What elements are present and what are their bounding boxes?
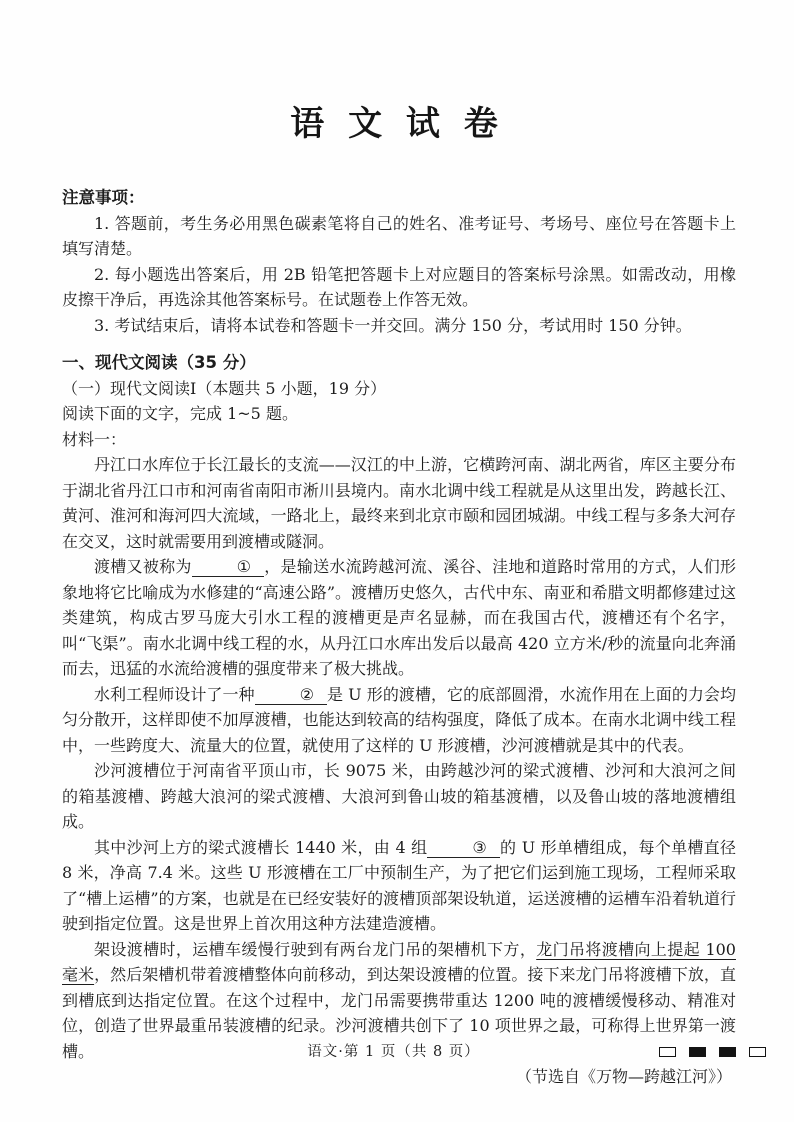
text-segment: 架设渡槽时，运槽车缓慢行驶到有两台龙门吊的架槽机下方， (94, 939, 537, 959)
notice-items (62, 211, 736, 339)
notice-item: 2. 每小题选出答案后，用 2B 铅笔把答题卡上对应题目的答案标号涂黑。如需改动，用橡皮擦干净后，再选涂其他答案标号。在试题卷上作答无效。 (62, 264, 736, 309)
material-paragraph (62, 758, 736, 835)
text-segment: 水利工程师设计了一种 (94, 684, 255, 704)
material-label: 材料一： (62, 429, 127, 449)
blank-field: ② (255, 685, 327, 705)
material-paragraph (62, 835, 736, 937)
blank-field: ① (192, 557, 264, 577)
registration-mark-filled (689, 1047, 706, 1057)
paper-content (0, 145, 794, 1090)
text-segment: 沙河渡槽位于河南省平顶山市，长 9075 米，由跨越沙河的梁式渡槽、沙河和大浪河之间的箱基渡槽、跨越大浪河的梁式渡槽、大浪河到鲁山坡的箱基渡槽，以及鲁山坡的落地渡槽组成。 (62, 761, 736, 831)
paper-title: 语 文 试 卷 (290, 104, 504, 144)
material-paragraph (62, 452, 736, 554)
text-segment: 是 U 形的渡槽，它的底部圆滑，水流作用在上面的力会均匀分散开，这样即使不加厚渡槽，也能达到较高的结构强度，降低了成本。在南水北调中线工程中，一些跨度大、流量大的位置，就使用了这样的 U 形渡槽，沙河渡槽就是其中的代表。 (62, 684, 736, 755)
page-number: 语文·第 1 页（共 8 页） (307, 1044, 480, 1060)
notice-section (62, 185, 736, 338)
notice-heading: 注意事项： (62, 188, 145, 207)
blank-field: ③ (427, 838, 499, 858)
notice-item: 3. 考试结束后，请将本试卷和答题卡一并交回。满分 150 分，考试用时 150 分钟。 (94, 315, 692, 335)
text-segment: 其中沙河上方的梁式渡槽长 1440 米，由 4 组 (94, 837, 428, 857)
page-footer (0, 1040, 794, 1080)
material-paragraph (62, 682, 736, 759)
registration-mark-filled (719, 1047, 736, 1057)
notice-item: 1. 答题前，考生务必用黑色碳素笔将自己的姓名、准考证号、考场号、座位号在答题卡上填写清楚。 (62, 213, 736, 258)
material-paragraph (62, 554, 736, 682)
text-segment: ，是输送水流跨越河流、溪谷、洼地和道路时常用的方式，人们形象地将它比喻成为水修建的“高速公路”。渡槽历史悠久，古代中东、南亚和希腊文明都修建过这类建筑，构成古罗马庞大引水工程的渡槽更是声名显赫，而在我国古代，渡槽还有个名字，叫“飞渠”。南水北调中线工程的水，从丹江口水库出发后以最高 420 立方米/秒的流量向北奔涌而去，迅猛的水流给渡槽的强度带来了极大挑战。 (62, 557, 736, 678)
section-heading: 一、现代文阅读（35 分） (62, 353, 256, 372)
registration-mark-outline (659, 1047, 676, 1057)
text-segment: 的 U 形单槽组成，每个单槽直径 8 米，净高 7.4 米。这些 U 形渡槽在工厂中预制生产，为了把它们运到施工现场，工程师采取了“槽上运槽”的方案，也就是在已经安装好的渡槽顶部架设轨道，运送渡槽的运槽车沿着轨道行驶到指定位置。这是世界上首次用这种方法建造渡槽。 (62, 837, 736, 933)
material-paragraphs (62, 452, 736, 1064)
subsection-heading: （一）现代文阅读Ⅰ（本题共 5 小题，19 分） (62, 378, 387, 398)
underlined-text: 龙门吊将渡槽向上提起 100 毫米 (62, 939, 736, 984)
text-segment: 丹江口水库位于长江最长的支流——汉江的中上游，它横跨河南、湖北两省，库区主要分布于湖北省丹江口市和河南省南阳市淅川县境内。南水北调中线工程就是从这里出发，跨越长江、黄河、淮河和海河四大流域，一路北上，最终来到北京市颐和园团城湖。中线工程与多条大河存在交叉，这时就需要用到渡槽或隧洞。 (62, 455, 736, 551)
attribution: （节选自《万物—跨越江河》） (515, 1067, 732, 1086)
reading-instruction: 阅读下面的文字，完成 1~5 题。 (62, 404, 298, 423)
registration-marks (659, 1047, 766, 1057)
text-segment: ，然后架槽机带着渡槽整体向前移动，到达架设渡槽的位置。接下来龙门吊将渡槽下放，直到槽底到达指定位置。在这个过程中，龙门吊需要携带重达 1200 吨的渡槽缓慢移动、精准对位，创造了世界最重吊装渡槽的纪录。沙河渡槽共创下了 10 项世界之最，可称得上世界第一渡槽。 (62, 965, 736, 1061)
registration-mark-outline (749, 1047, 766, 1057)
text-segment: 渡槽又被称为 (94, 557, 192, 576)
